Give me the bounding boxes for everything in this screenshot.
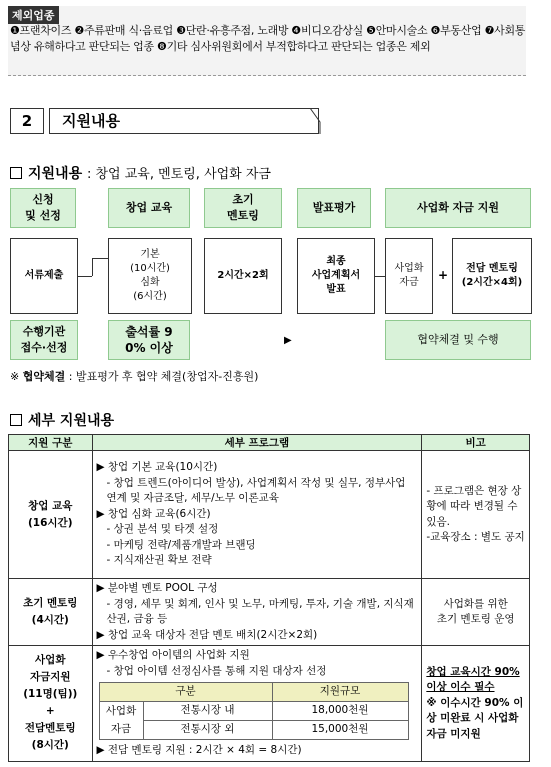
row3-program <box>92 646 422 762</box>
row1-category: 창업 교육 (16시간) <box>9 451 93 579</box>
table-header-category: 지원 구분 <box>9 435 93 451</box>
connector <box>92 258 93 276</box>
program-line: - 마케팅 전략/제품개발과 브랜딩 <box>106 538 256 551</box>
flow-agency: 수행기관 접수·선정 <box>10 320 78 360</box>
row2-category: 초기 멘토링 (4시간) <box>9 579 93 646</box>
table-header-program: 세부 프로그램 <box>92 435 422 451</box>
support-heading-desc: : 창업 교육, 멘토링, 사업화 자금 <box>86 167 271 182</box>
support-heading-title: 지원내용 <box>28 166 83 182</box>
contract-note <box>10 368 258 384</box>
flow-step-final: 최종 사업계획서 발표 <box>297 238 375 314</box>
funding-table <box>99 682 409 740</box>
program-line: ▶ 창업 교육 대상자 전담 멘토 배치(2시간×2회) <box>96 628 318 641</box>
funding-amount: 18,000천원 <box>272 702 408 721</box>
funding-group-label: 사업화 <box>99 702 143 721</box>
flow-header-presentation: 발표평가 <box>297 188 371 228</box>
table-row <box>9 646 530 762</box>
exclusion-box <box>8 6 526 76</box>
row1-program <box>92 451 422 579</box>
detail-table <box>8 434 530 762</box>
arrow-right-icon: ▶ <box>284 335 292 346</box>
program-line: ▶ 분야별 멘토 POOL 구성 <box>96 582 218 594</box>
program-line: - 창업 아이템 선정심사를 통해 지원 대상자 선정 <box>106 664 327 677</box>
flow-step-mentoring-full: 전담 멘토링 (2시간×4회) <box>452 238 532 314</box>
flow-header-apply: 신청 및 선정 <box>10 188 76 228</box>
row3-remark <box>422 646 530 762</box>
remark-required: 창업 교육시간 90% 이상 이수 필수 <box>426 665 520 693</box>
funding-group-label: 자금 <box>99 721 143 740</box>
program-line: ▶ 창업 심화 교육(6시간) <box>96 507 211 520</box>
program-line: ▶ 우수창업 아이템의 사업화 지원 <box>96 649 250 661</box>
program-line: ▶ 전담 멘토링 지원 : 2시간 × 4회 = 8시간) <box>96 744 302 756</box>
table-row <box>9 451 530 579</box>
note-text: : 발표평가 후 협약 체결(창업자-진흥원) <box>68 370 259 383</box>
note-label: 협약체결 <box>22 370 66 383</box>
flow-header-mentoring: 초기 멘토링 <box>204 188 282 228</box>
program-line: - 상권 분석 및 타겟 설정 <box>106 523 219 536</box>
section-title: 지원내용 <box>49 108 319 134</box>
program-line: - 경영, 세무 및 회계, 인사 및 노무, 마케팅, 투자, 기술 개발, 지식재산권, 금융 등 <box>106 597 414 625</box>
exclusion-title: 제외업종 <box>8 6 59 24</box>
note-mark: ※ <box>10 370 20 383</box>
program-line: - 지식재산권 확보 전략 <box>106 554 212 567</box>
flow-step-doc: 서류제출 <box>10 238 78 314</box>
flow-step-fund: 사업화 자금 <box>385 238 433 314</box>
support-heading <box>10 163 271 183</box>
funding-type: 전통시장 외 <box>143 721 272 740</box>
section-number: 2 <box>10 108 44 134</box>
funding-amount: 15,000천원 <box>272 721 408 740</box>
flow-attendance: 출석률 9 0% 이상 <box>108 320 190 360</box>
program-line: ▶ 창업 기본 교육(10시간) <box>96 461 218 474</box>
funding-col-category: 구분 <box>99 683 272 702</box>
row3-category: 사업화 자금지원 (11명(팀)) + 전담멘토링 (8시간) <box>9 646 93 762</box>
flow-header-funding: 사업화 자금 지원 <box>385 188 531 228</box>
row2-remark: 사업화를 위한 초기 멘토링 운영 <box>422 579 530 646</box>
connector <box>78 276 92 277</box>
connector <box>375 276 385 277</box>
connector <box>92 258 108 259</box>
table-header-remark: 비고 <box>422 435 530 451</box>
program-line: - 창업 트렌드(아이디어 발상), 사업계획서 작성 및 실무, 정부사업 연계 및 자금조달, 세무/노무 이론교육 <box>106 476 406 505</box>
plus-sign: + <box>438 268 449 282</box>
flow-header-education: 창업 교육 <box>108 188 190 228</box>
table-row <box>9 579 530 646</box>
row2-program <box>92 579 422 646</box>
detail-heading <box>10 410 114 430</box>
remark-warning: ※ 이수시간 90% 이상 미완료 시 사업화 자금 미지원 <box>426 696 524 740</box>
exclusion-text: ❶프랜차이즈 ❷주류판매 식·음료업 ❸단란·유흥주점, 노래방 ❹비디오감상실 ❺안마시술소 ❻부동산업 ❼사회통념상 유해하다고 판단되는 업종 ❽기타 심사위원회에서 부적합하다고 판단되는 업종은 제외 <box>10 24 526 53</box>
flow-step-mentoring: 2시간×2회 <box>204 238 282 314</box>
funding-type: 전통시장 내 <box>143 702 272 721</box>
flow-step-education: 기본 (10시간) 심화 (6시간) <box>108 238 192 314</box>
checkbox-square-icon <box>10 167 22 179</box>
flow-contract: 협약체결 및 수행 <box>385 320 531 360</box>
checkbox-square-icon <box>10 414 22 426</box>
row1-remark: - 프로그램은 현장 상황에 따라 변경될 수 있음. -교육장소 : 별도 공지 <box>422 451 530 579</box>
detail-heading-title: 세부 지원내용 <box>28 413 115 429</box>
section-corner-icon <box>300 108 322 136</box>
funding-col-amount: 지원규모 <box>272 683 408 702</box>
